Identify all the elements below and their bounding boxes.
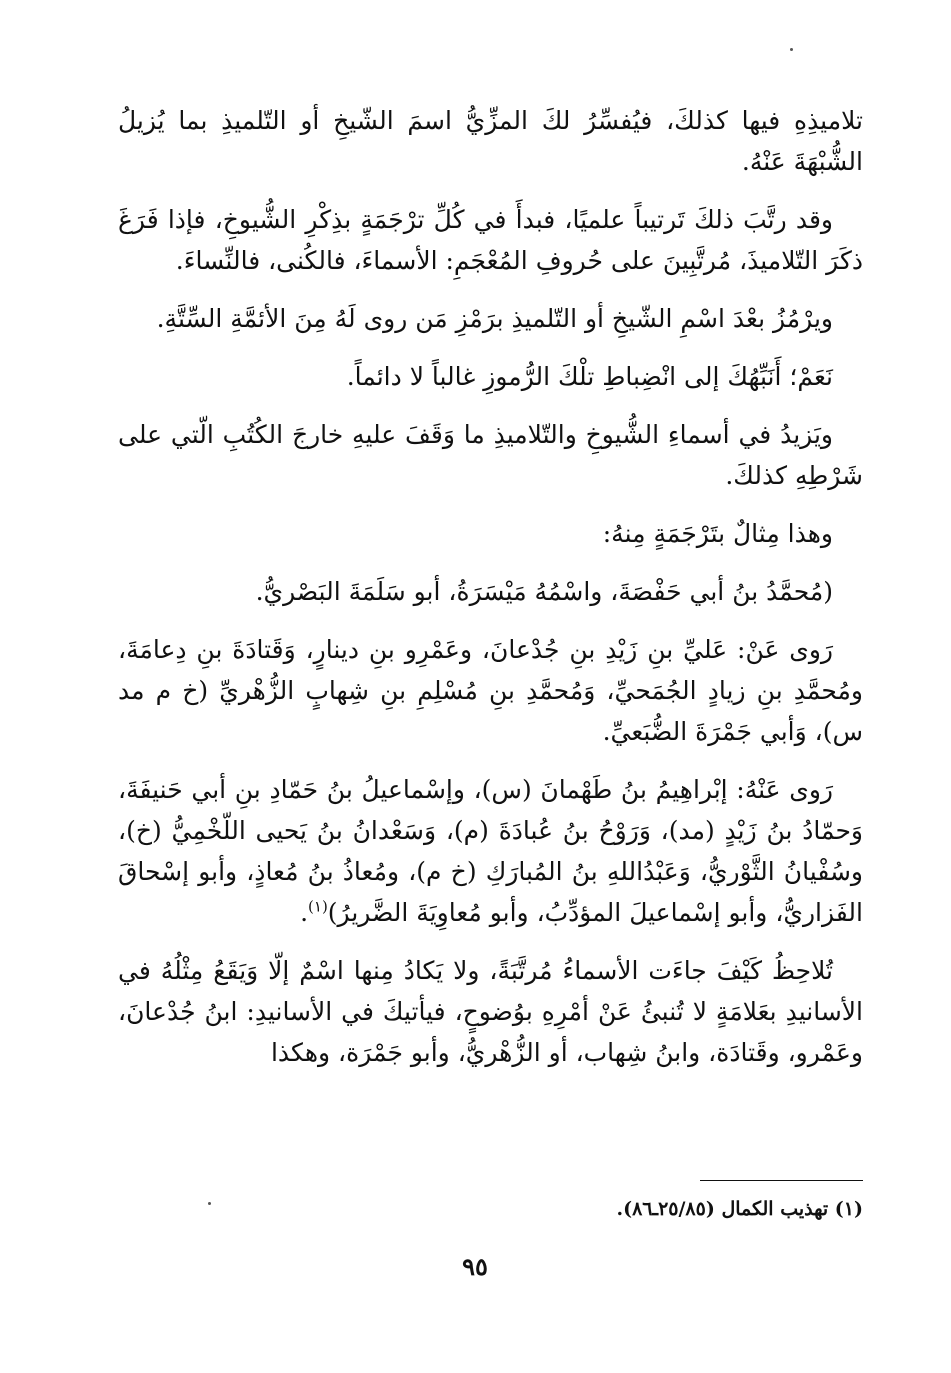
body-text xyxy=(118,100,863,1090)
footnote-reference: (١) xyxy=(308,897,328,916)
paragraph-9-text: رَوى عَنْهُ: إبْراهِيمُ بنُ طَهْمانَ (س)، وإسْماعيلُ بنُ حَمّادِ بنِ أبي حَنيفَةَ، وَحمّادُ بنُ زَيْدٍ (مد)، وَرَوْحُ بنُ عُبادَةَ (م)، وَسَعْدانُ بنُ يَحيى اللّخْمِيُّ (خ)، وسُفْيانُ الثَّوْريُّ، وَعَبْدُاللهِ بنُ المُبارَكِ (خ م)، ومُعاذُ بنُ مُعاذٍ، وأبو إسْحاقَ الفَزاريُّ، وأبو إسْماعيلَ المؤدِّبُ، وأبو مُعاوِيَةَ الضَّريرُ) xyxy=(118,775,863,927)
paragraph-2: وقد رتَّبَ ذلكَ تَرتيباً علميًا، فبدأَ في كُلِّ ترْجَمَةٍ بذِكْرِ الشُّيوخِ، فإذا فَرَغَ ذكَرَ التّلاميذَ، مُرتَّبِينَ على حُروفِ المُعْجَمِ: الأسماءَ، فالكُنى، فالنِّساءَ. xyxy=(118,205,863,275)
paragraph-10: تُلاحِظُ كَيْفَ جاءَت الأسماءُ مُرتَّبَةً، ولا يَكادُ مِنها اسْمٌ إلّا وَيَقَعُ مِثْلُهُ في الأسانيدِ بعَلامَةٍ لا تُنبئُ عَنْ أمْرِهِ بوُضوحٍ، فيأتيكَ في الأسانيدِ: ابنُ جُدْعانَ، وعَمْرو، وقَتادَة، وابنُ شِهاب، أو الزُّهْريُّ، وأبو جَمْرَة، وهكذا xyxy=(118,956,863,1067)
scan-speck xyxy=(790,48,793,51)
paragraph-3: ويرْمُزُ بعْدَ اسْمِ الشّيخِ أو التّلميذِ برَمْزِ مَن روى لَهُ مِنَ الأئمَّةِ السِّتَّةِ. xyxy=(156,304,833,333)
paragraph-4: نَعَمْ؛ أَنَبِّهُكَ إلى انْضِباطِ تلْكَ الرُّموزِ غالباً لا دائماً. xyxy=(346,362,833,391)
scan-speck xyxy=(208,1202,211,1205)
paragraph-8: رَوى عَنْ: عَليِّ بنِ زَيْدِ بنِ جُدْعانَ، وعَمْرِو بنِ دينارٍ، وَقَتادَةَ بنِ دِعامَةَ، ومُحمَّدِ بنِ زيادٍ الجُمَحيِّ، وَمُحمَّدِ بنِ مُسْلِمِ بنِ شِهابٍ الزُّهْريِّ (خ م مد س)، وَأبي جَمْرَةَ الضُّبَعيِّ. xyxy=(118,635,863,746)
paragraph-7: (مُحمَّدُ بنُ أبي حَفْصَةَ، واسْمُهُ مَيْسَرَةُ، أبو سَلَمَةَ البَصْريُّ. xyxy=(255,577,833,606)
footnote: (١) تهذيب الكمال (٢٥/٨٥ـ٨٦). xyxy=(616,1198,863,1220)
paragraph-9-end: . xyxy=(300,898,309,927)
paragraph-9 xyxy=(118,769,863,933)
paragraph-5: ويَزيدُ في أسماءِ الشُّيوخِ والتّلاميذِ ما وَقَفَ عليهِ خارجَ الكُتُبِ الّتي على شَرْطِهِ كذلكَ. xyxy=(118,420,863,490)
paragraph-1: تلاميذِهِ فيها كذلكَ، فيُفسِّرُ لكَ المزِّيُّ اسمَ الشّيخِ أو التّلميذِ بما يُزيلُ الشُّبْهَةَ عَنْهُ. xyxy=(118,106,863,176)
footnote-divider xyxy=(700,1180,863,1181)
paragraph-6: وهذا مِثالٌ بتَرْجَمَةٍ مِنهُ: xyxy=(602,519,833,548)
page-number: ٩٥ xyxy=(462,1252,488,1281)
